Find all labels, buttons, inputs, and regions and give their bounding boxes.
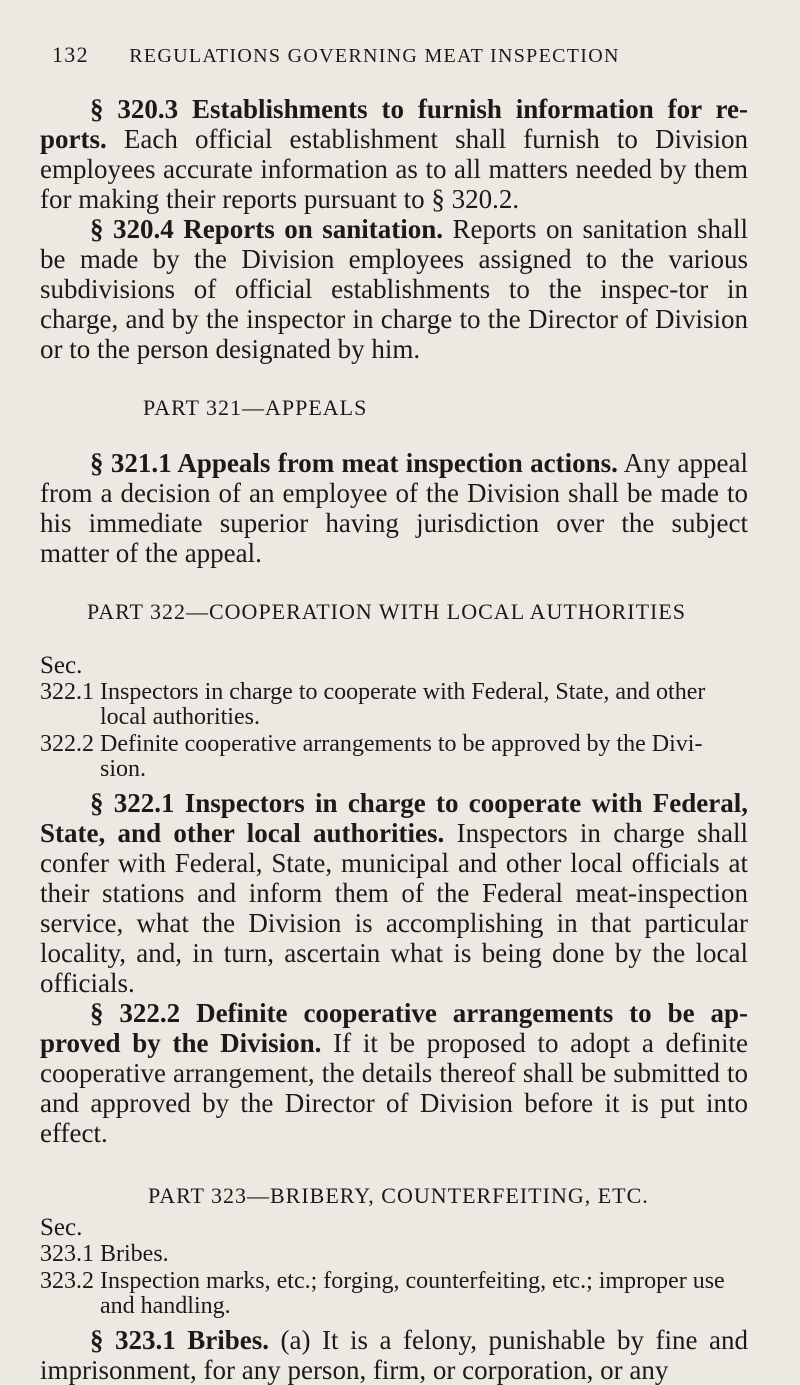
section-heading: § 322.2 Definite cooperative arrangements to be ap-proved by the Division. xyxy=(40,998,748,1058)
part-323-contents xyxy=(40,1214,748,1319)
toc-number: 322.2 xyxy=(40,731,94,757)
section-list xyxy=(40,680,748,782)
part-321-heading: PART 321—APPEALS xyxy=(143,395,368,420)
section-322-2 xyxy=(40,998,748,1148)
toc-entry xyxy=(40,732,748,782)
section-320-4 xyxy=(40,214,748,364)
section-320-3 xyxy=(40,94,748,214)
part-322-heading: PART 322—COOPERATION WITH LOCAL AUTHORITIES xyxy=(87,599,687,624)
page-body xyxy=(40,94,748,1385)
toc-number: 322.1 xyxy=(40,679,94,705)
toc-number: 323.2 xyxy=(40,1268,94,1294)
toc-title: Inspection marks, etc.; forging, counterfeiting, etc.; improper use and handling. xyxy=(100,1268,725,1319)
section-text: Reports on sanitation shall be made by the Division employees assigned to the various subdivisions of official establishments to the inspec-tor in charge, and by the inspector in charge to the Director of Division or to the person designated by him. xyxy=(40,214,748,364)
section-text: Inspectors in charge shall confer with Federal, State, municipal and other local officials at their stations and inform them of the Federal meat-inspection service, what the Division is accomplishing in that particular locality, and, in turn, ascertain what is being done by the local officials. xyxy=(40,818,748,998)
running-header xyxy=(52,42,752,68)
part-322-contents xyxy=(40,652,748,782)
section-heading: § 321.1 Appeals from meat inspection actions. xyxy=(90,448,618,478)
section-list xyxy=(40,1242,748,1319)
sec-label: Sec. xyxy=(40,652,83,679)
section-heading: § 322.1 Inspectors in charge to cooperate with Federal, State, and other local authorities. xyxy=(40,788,748,848)
toc-number: 323.1 xyxy=(40,1241,94,1267)
toc-title: Definite cooperative arrangements to be approved by the Divi-sion. xyxy=(100,731,703,782)
section-322-1 xyxy=(40,788,748,998)
section-heading: § 323.1 Bribes. xyxy=(90,1325,270,1355)
running-title: REGULATIONS GOVERNING MEAT INSPECTION xyxy=(129,45,620,67)
section-text: If it be proposed to adopt a definite cooperative arrangement, the details thereof shall be submitted to and approved by the Director of Division before it is put into effect. xyxy=(40,1028,749,1148)
toc-entry xyxy=(40,680,748,730)
section-text: (a) It is a felony, punishable by fine and imprisonment, for any person, firm, or corporation, or any xyxy=(40,1325,748,1385)
page-number: 132 xyxy=(52,42,89,67)
part-323-heading: PART 323—BRIBERY, COUNTERFEITING, ETC. xyxy=(148,1183,649,1208)
toc-entry xyxy=(40,1242,748,1267)
section-323-1 xyxy=(40,1325,748,1385)
toc-title: Bribes. xyxy=(100,1241,169,1267)
section-heading: § 320.3 Establishments to furnish information for re-ports. xyxy=(40,94,748,154)
toc-entry xyxy=(40,1269,748,1319)
section-text: Any appeal from a decision of an employee of the Division shall be made to his immediate superior having jurisdiction over the subject matter of the appeal. xyxy=(40,448,749,568)
section-321-1 xyxy=(40,448,748,568)
toc-title: Inspectors in charge to cooperate with Federal, State, and other local authorities. xyxy=(100,679,706,730)
sec-label: Sec. xyxy=(40,1214,83,1241)
section-heading: § 320.4 Reports on sanitation. xyxy=(90,214,444,244)
section-text: Each official establishment shall furnish to Division employees accurate information as to all matters needed by them for making their reports pursuant to § 320.2. xyxy=(40,124,748,214)
